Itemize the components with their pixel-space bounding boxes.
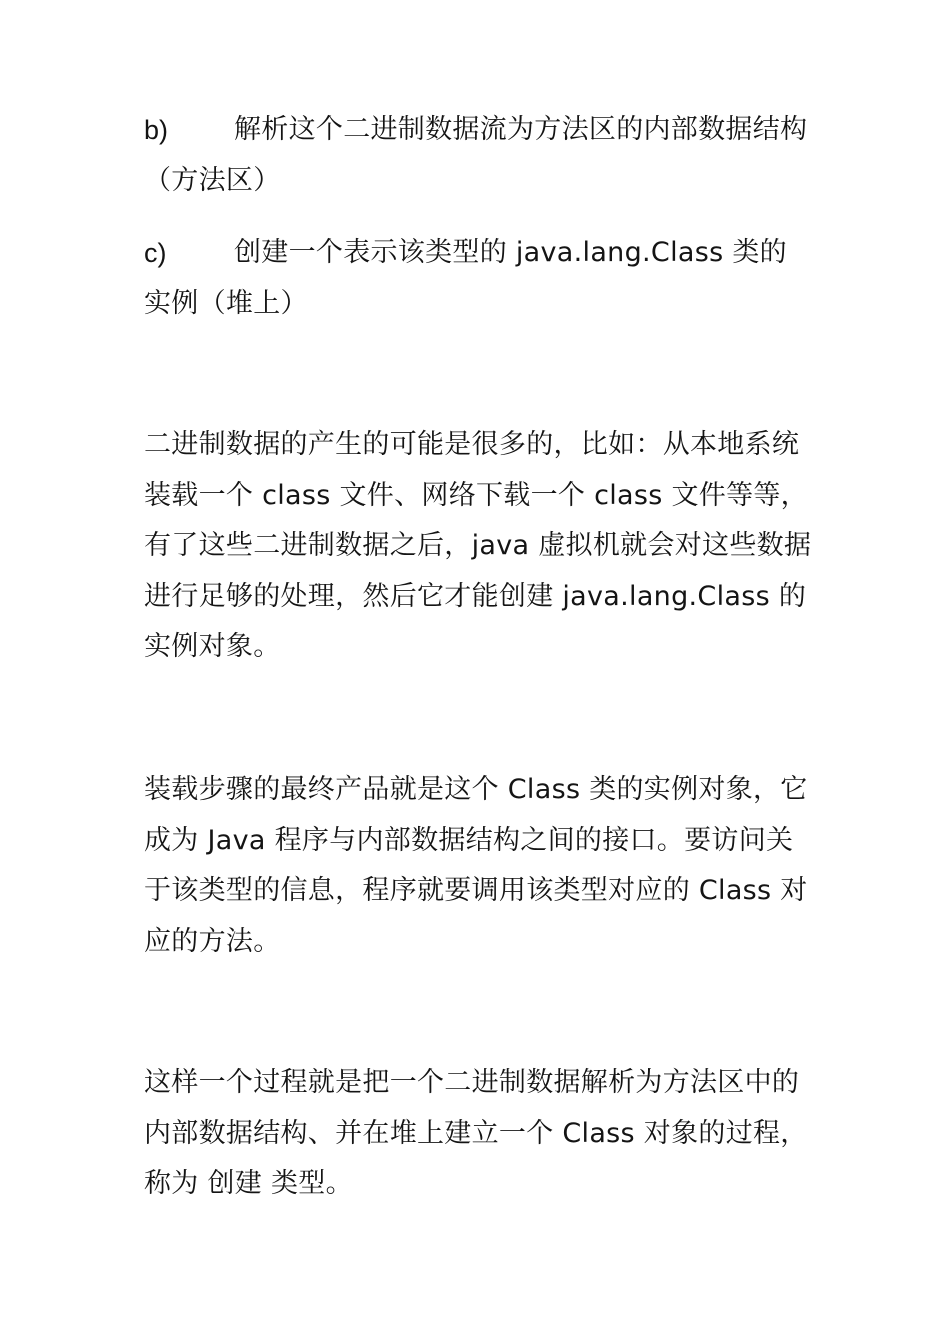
paragraph-class-instance: 装载步骤的最终产品就是这个 Class 类的实例对象，它成为 Java 程序与内部数据结构之间的接口。要访问关于该类型的信息，程序就要调用该类型对应的 Class 对应的方法。: [144, 774, 808, 957]
list-item-text: 解析这个二进制数据流为方法区的内部数据结构（方法区）: [144, 114, 808, 196]
list-item-b: [144, 105, 814, 206]
list-item-c: [144, 228, 814, 329]
list-marker: b): [144, 115, 169, 145]
paragraph-binary-data: 二进制数据的产生的可能是很多的，比如：从本地系统装载一个 class 文件、网络下载一个 class 文件等等，有了这些二进制数据之后，java 虚拟机就会对这些数据进行足够的处理，然后它才能创建 java.lang.Class 的实例对象。: [144, 429, 812, 662]
list-item-text: 创建一个表示该类型的 java.lang.Class 类的实例（堆上）: [144, 237, 787, 319]
paragraph-create-type: 这样一个过程就是把一个二进制数据解析为方法区中的内部数据结构、并在堆上建立一个 Class 对象的过程，称为 创建 类型。: [144, 1067, 808, 1199]
list-marker: c): [144, 238, 167, 268]
